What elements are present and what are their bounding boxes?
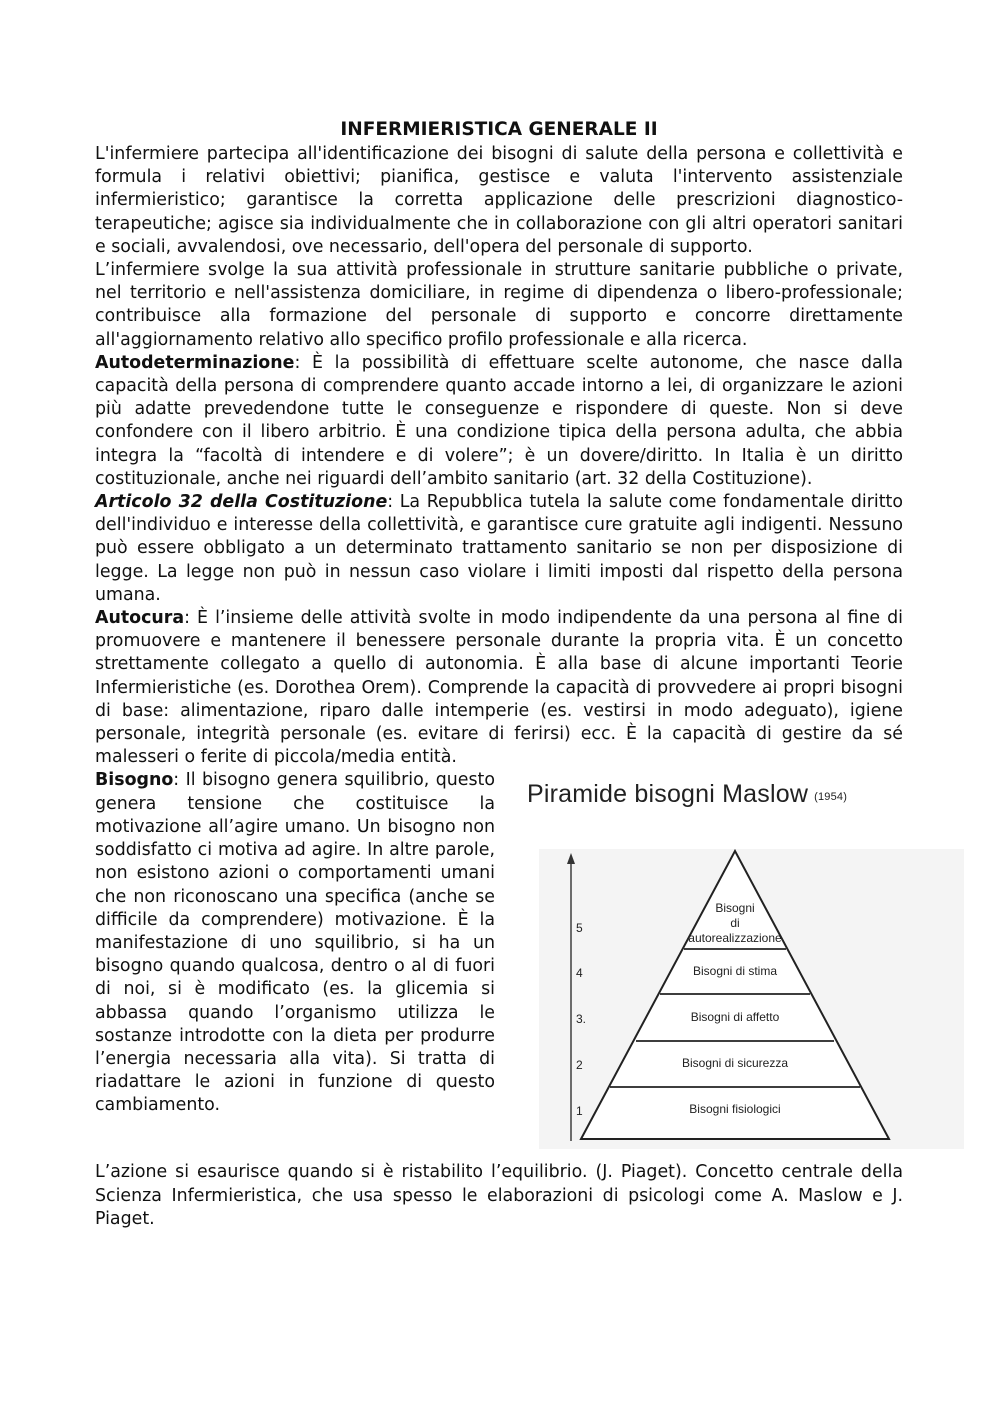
- paragraph-infermiere-attivita: L’infermiere svolge la sua attività professionale in strutture sanitarie pubbliche o private, nel territorio e nell'assistenza domiciliare, in regime di dipendenza o libero-professionale; contribuisce alla formazione del personale di supporto e concorre direttamente all'aggiornamento relativo allo specifico profilo professionale e alla ricerca.: [95, 260, 903, 350]
- level-label: di: [730, 916, 740, 931]
- term-articolo-32: Articolo 32 della Costituzione: [95, 492, 388, 513]
- level-label: Bisogni: [715, 901, 755, 916]
- level-label: Bisogni fisiologici: [689, 1102, 781, 1117]
- pyramid-diagram: [509, 769, 969, 1161]
- term-bisogno: Bisogno: [95, 770, 174, 791]
- level-label: autorealizzazione: [688, 931, 782, 946]
- level-number: 4: [576, 966, 583, 981]
- level-number: 3.: [576, 1012, 587, 1027]
- definition-text: : È la possibilità di effettuare scelte autonome, che nasce dalla capacità della persona di comprendere quanto accade intorno a lei, di organizzare le azioni più adatte prevedendone tutte le conseguenze e rispondere di queste. Non si deve confondere con il libero arbitrio. È una condizione tipica della persona adulta, che abbia integra la “facoltà di intendere e di volere”; è un dovere/diritto. In Italia è un diritto costituzionale, anche nei riguardi dell’ambito sanitario (art. 32 della Costituzione).: [95, 352, 903, 489]
- definition-articolo-32: [95, 491, 903, 607]
- figure-year: (1954): [814, 791, 848, 804]
- definition-bisogno-continuation: L’azione si esaurisce quando si è ristabilito l’equilibrio. (J. Piaget). Concetto centrale della Scienza Infermieristica, che usa spesso le elaborazioni di psicologi come A. Maslow e J. Piaget.: [95, 1162, 903, 1229]
- level-number: 5: [576, 921, 583, 936]
- definition-text: : È l’insieme delle attività svolte in modo indipendente da una persona al fine di promuovere e mantenere il benessere personale durante la propria vita. È un concetto strettamente collegato a quello di autonomia. È alla base di alcune importanti Teorie Infermieristiche (es. Dorothea Orem). Comprende la capacità di provvedere ai propri bisogni di base: alimentazione, riparo dalle intemperie (es. vestirsi in modo adeguato), igiene personale, integrità personale (es. evitare di ferirsi) ecc. È la capacità di gestire da sé malesseri o ferite di piccola/media entità.: [95, 608, 903, 768]
- maslow-pyramid-figure: [509, 769, 969, 1161]
- level-label: Bisogni di affetto: [690, 1010, 780, 1025]
- term-autocura: Autocura: [95, 608, 185, 629]
- paragraph-infermiere-ruolo: L'infermiere partecipa all'identificazione dei bisogni di salute della persona e collettività e formula i relativi obiettivi; pianifica, gestisce e valuta l'intervento assistenziale infermieristico; garantisce la corretta applicazione delle prescrizioni diagnostico-terapeutiche; agisce sia individualmente che in collaborazione con gli altri operatori sanitari e sociali, avvalendosi, ove necessario, dell'opera del personale di supporto.: [95, 144, 903, 257]
- figure-title-text: Piramide bisogni Maslow: [527, 780, 809, 809]
- level-label: Bisogni di stima: [692, 964, 778, 979]
- bisogno-section: [95, 769, 903, 1117]
- definition-text: : La Repubblica tutela la salute come fondamentale diritto dell'individuo e interesse della collettività, e garantisce cure gratuite agli indigenti. Nessuno può essere obbligato a un determinato trattamento sanitario se non per disposizione di legge. La legge non può in nessun caso violare i limiti imposti dal rispetto della persona umana.: [95, 492, 903, 605]
- term-autodeterminazione: Autodeterminazione: [95, 352, 295, 373]
- level-number: 1: [576, 1104, 583, 1119]
- level-label: Bisogni di sicurezza: [681, 1056, 789, 1071]
- definition-autocura: [95, 607, 903, 769]
- document-title: INFERMIERISTICA GENERALE II: [340, 119, 658, 140]
- level-number: 2: [576, 1058, 583, 1073]
- definition-text: : Il bisogno genera squilibrio, questo genera tensione che costituisce la motivazione all’agire umano. Un bisogno non soddisfatto ci motiva ad agire. In altre parole, non esistono azioni o comportamenti umani che non riconoscano una specifica (anche se difficile da comprendere) motivazione. È la manifestazione di uno squilibrio, si ha un bisogno quando qualcosa, dentro o al di fuori di noi, si è modificato (es. la glicemia si abbassa quando l’organismo utilizza le sostanze introdotte con la dieta per produrre l’energia necessaria alla vita). Si tratta di riadattare le azioni in funzione di questo cambiamento.: [95, 770, 495, 1116]
- definition-autodeterminazione: [95, 352, 903, 491]
- document-page: [95, 118, 903, 1231]
